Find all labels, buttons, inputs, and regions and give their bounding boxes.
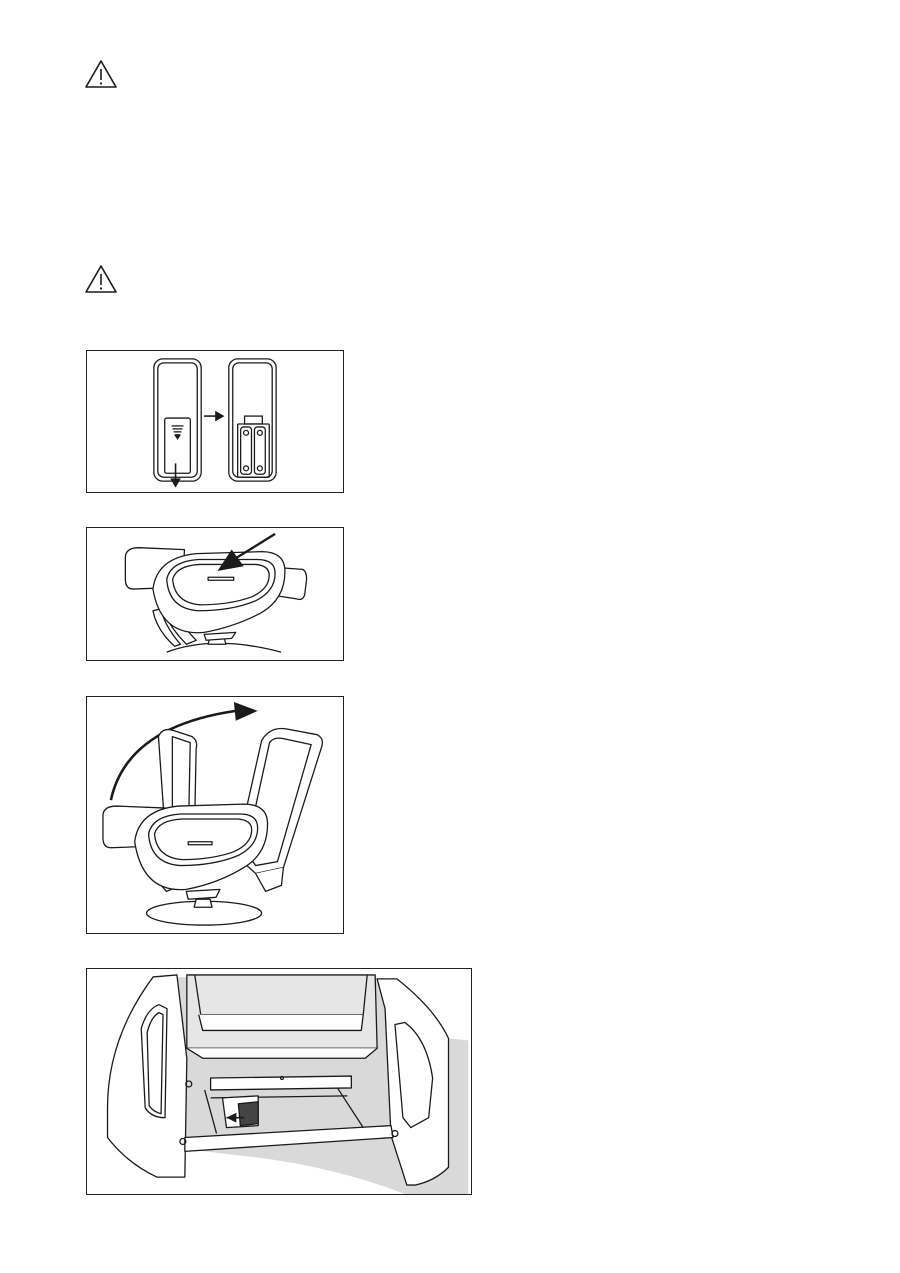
chair-underside-illustration — [87, 969, 471, 1194]
warning-triangle-icon — [84, 59, 118, 89]
arrow-down-icon — [172, 463, 180, 486]
arrow-right-icon — [204, 412, 223, 420]
chair-recline-figure — [86, 696, 344, 934]
chair-underside-figure — [86, 968, 472, 1195]
chair-armrest-illustration — [87, 528, 343, 660]
warning-triangle-icon — [84, 264, 118, 294]
remote-back-closed — [154, 359, 201, 481]
arrow-curved-head-icon — [234, 702, 258, 721]
chair-armrest-lever-figure — [86, 527, 344, 661]
remote-battery-compartment-figure — [86, 350, 344, 493]
remote-back-open — [229, 359, 276, 481]
remote-illustration — [87, 351, 343, 492]
chair-recline-illustration — [87, 697, 343, 933]
